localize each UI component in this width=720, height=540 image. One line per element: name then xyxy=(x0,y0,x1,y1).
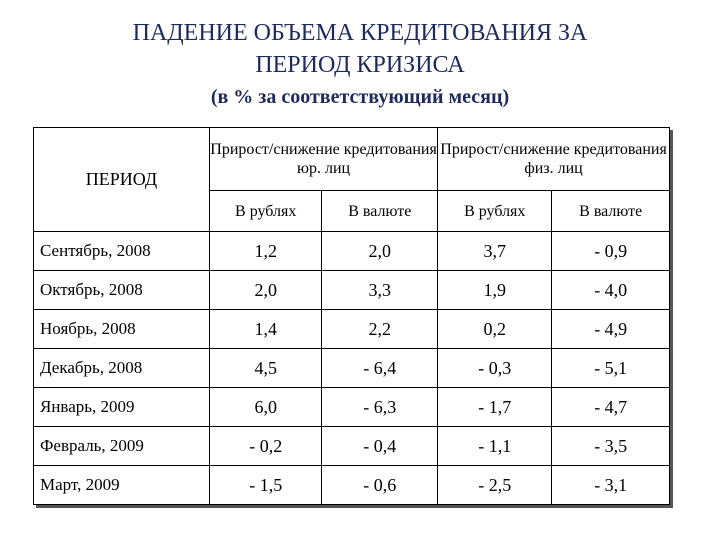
period-cell: Сентябрь, 2008 xyxy=(34,232,210,271)
credit-table xyxy=(33,127,670,505)
value-cell: - 0,6 xyxy=(322,466,438,505)
period-header: ПЕРИОД xyxy=(34,128,210,232)
table-row xyxy=(34,232,670,271)
value-cell: - 4,7 xyxy=(552,388,670,427)
value-cell: - 0,4 xyxy=(322,427,438,466)
value-cell: 1,4 xyxy=(210,310,322,349)
value-cell: - 1,5 xyxy=(210,466,322,505)
value-cell: - 3,5 xyxy=(552,427,670,466)
value-cell: 1,2 xyxy=(210,232,322,271)
period-cell: Ноябрь, 2008 xyxy=(34,310,210,349)
period-cell: Февраль, 2009 xyxy=(34,427,210,466)
table-row xyxy=(34,427,670,466)
value-cell: - 0,9 xyxy=(552,232,670,271)
value-cell: 2,2 xyxy=(322,310,438,349)
value-cell: 1,9 xyxy=(438,271,552,310)
period-cell: Март, 2009 xyxy=(34,466,210,505)
value-cell: - 5,1 xyxy=(552,349,670,388)
value-cell: - 2,5 xyxy=(438,466,552,505)
sub-header-individual-fx: В валюте xyxy=(552,191,670,232)
value-cell: 4,5 xyxy=(210,349,322,388)
table-row xyxy=(34,388,670,427)
value-cell: - 6,3 xyxy=(322,388,438,427)
value-cell: 3,7 xyxy=(438,232,552,271)
value-cell: 2,0 xyxy=(322,232,438,271)
period-cell: Январь, 2009 xyxy=(34,388,210,427)
value-cell: 2,0 xyxy=(210,271,322,310)
value-cell: - 1,7 xyxy=(438,388,552,427)
value-cell: - 4,0 xyxy=(552,271,670,310)
table-row xyxy=(34,310,670,349)
value-cell: - 4,9 xyxy=(552,310,670,349)
page-title-line-2: ПЕРИОД КРИЗИСА xyxy=(255,52,465,78)
table-row xyxy=(34,466,670,505)
value-cell: 3,3 xyxy=(322,271,438,310)
value-cell: - 6,4 xyxy=(322,349,438,388)
period-cell: Декабрь, 2008 xyxy=(34,349,210,388)
sub-header-individual-rub: В рублях xyxy=(438,191,552,232)
group-header-legal: Прирост/снижение кредитования юр. лиц xyxy=(210,128,438,191)
value-cell: - 0,3 xyxy=(438,349,552,388)
page-subtitle: (в % за соответствующий месяц) xyxy=(210,86,510,108)
sub-header-legal-fx: В валюте xyxy=(322,191,438,232)
value-cell: 0,2 xyxy=(438,310,552,349)
table-row xyxy=(34,271,670,310)
sub-header-legal-rub: В рублях xyxy=(210,191,322,232)
group-header-individual: Прирост/снижение кредитования физ. лиц xyxy=(438,128,670,191)
period-cell: Октябрь, 2008 xyxy=(34,271,210,310)
value-cell: - 0,2 xyxy=(210,427,322,466)
value-cell: - 3,1 xyxy=(552,466,670,505)
table-row xyxy=(34,349,670,388)
value-cell: 6,0 xyxy=(210,388,322,427)
value-cell: - 1,1 xyxy=(438,427,552,466)
page-title-line-1: ПАДЕНИЕ ОБЪЕМА КРЕДИТОВАНИЯ ЗА xyxy=(132,20,588,46)
